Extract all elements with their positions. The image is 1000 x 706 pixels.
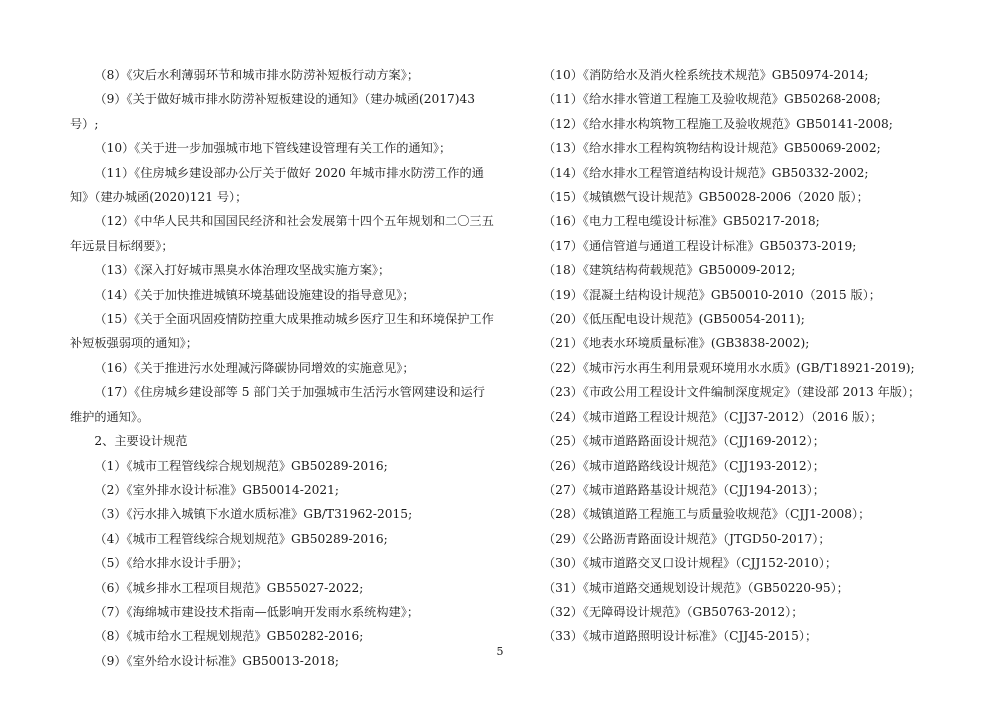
document-paragraph: （6）《城乡排水工程项目规范》GB55027-2022; (94, 580, 364, 595)
document-paragraph: （13）《给水排水工程构筑物结构设计规范》GB50069-2002; (543, 141, 881, 156)
document-paragraph: （2）《室外排水设计标准》GB50014-2021; (94, 482, 339, 497)
document-paragraph: （20）《低压配电设计规范》(GB50054-2011); (543, 312, 805, 327)
document-paragraph: （9）《室外给水设计标准》GB50013-2018; (94, 653, 339, 668)
document-paragraph: （15）《关于全面巩固疫情防控重大成果推动城乡医疗卫生和环境保护工作补短板强弱项的通知》； (70, 312, 494, 351)
left-column (70, 63, 495, 673)
document-paragraph: （5）《给水排水设计手册》； (94, 556, 249, 571)
document-paragraph: （24）《城市道路工程设计规范》（CJJ37-2012）（2016 版）； (543, 409, 883, 424)
document-paragraph: （23）《市政公用工程设计文件编制深度规定》（建设部 2013 年版）； (543, 385, 921, 400)
document-paragraph: （30）《城市道路交叉口设计规程》（CJJ152-2010）； (543, 556, 838, 571)
document-paragraph: （14）《给水排水工程管道结构设计规范》GB50332-2002; (543, 165, 869, 180)
document-paragraph: （28）《城镇道路工程施工与质量验收规范》（CJJ1-2008）； (543, 507, 871, 522)
document-paragraph: （25）《城市道路路面设计规范》（CJJ169-2012）； (543, 434, 825, 449)
document-paragraph: （32）《无障碍设计规范》（GB50763-2012）； (543, 604, 804, 619)
document-paragraph: （16）《关于推进污水处理减污降碳协同增效的实施意见》； (94, 360, 415, 375)
document-paragraph: （22）《城市污水再生利用景观环境用水水质》(GB/T18921-2019); (543, 360, 915, 375)
document-paragraph: （29）《公路沥青路面设计规范》（JTGD50-2017）； (543, 531, 831, 546)
document-paragraph: （3）《污水排入城镇下水道水质标准》GB/T31962-2015; (94, 507, 413, 522)
document-paragraph: （10）《消防给水及消火栓系统技术规范》GB50974-2014; (543, 68, 869, 82)
document-paragraph: （17）《通信管道与通道工程设计标准》GB50373-2019; (543, 238, 857, 253)
document-paragraph: （8）《城市给水工程规划规范》GB50282-2016; (94, 629, 364, 644)
document-paragraph: （12）《给水排水构筑物工程施工及验收规范》GB50141-2008; (543, 116, 893, 131)
document-paragraph: （8）《灾后水利薄弱环节和城市排水防涝补短板行动方案》； (94, 68, 420, 82)
document-paragraph: （14）《关于加快推进城镇环境基础设施建设的指导意见》； (94, 287, 415, 302)
document-paragraph: （12）《中华人民共和国国民经济和社会发展第十四个五年规划和二〇三五年远景目标纲要》； (70, 214, 494, 253)
document-paragraph: （15）《城镇燃气设计规范》GB50028-2006（2020 版）； (543, 190, 869, 205)
document-paragraph: （21）《地表水环境质量标准》(GB3838-2002); (543, 336, 810, 351)
document-paragraph: （11）《给水排水管道工程施工及验收规范》GB50268-2008; (543, 92, 881, 107)
right-column (543, 63, 943, 649)
document-paragraph: （19）《混凝土结构设计规范》GB50010-2010（2015 版）； (543, 287, 881, 302)
document-paragraph: 2、主要设计规范 (94, 434, 188, 449)
document-paragraph: （31）《城市道路交通规划设计规范》（GB50220-95）； (543, 580, 849, 595)
document-paragraph: （26）《城市道路路线设计规范》（CJJ193-2012）； (543, 458, 825, 473)
document-paragraph: （13）《深入打好城市黑臭水体治理攻坚战实施方案》； (94, 263, 391, 278)
document-paragraph: （17）《住房城乡建设部等 5 部门关于加强城市生活污水管网建设和运行维护的通知》。 (70, 385, 485, 424)
document-paragraph: （9）《关于做好城市排水防涝补短板建设的通知》（建办城函(2017)43 号）; (70, 92, 476, 131)
document-paragraph: （4）《城市工程管线综合规划规范》GB50289-2016; (94, 531, 388, 546)
document-paragraph: （1）《城市工程管线综合规划规范》GB50289-2016; (94, 458, 388, 473)
document-paragraph: （11）《住房城乡建设部办公厅关于做好 2020 年城市排水防涝工作的通知》（建办城函(2020)121 号）； (70, 165, 484, 205)
document-paragraph: （27）《城市道路路基设计规范》（CJJ194-2013）； (543, 482, 825, 497)
document-paragraph: （18）《建筑结构荷载规范》GB50009-2012; (543, 263, 796, 278)
document-paragraph: （33）《城市道路照明设计标准》（CJJ45-2015）； (543, 629, 818, 644)
document-paragraph: （7）《海绵城市建设技术指南—低影响开发雨水系统构建》； (94, 604, 420, 619)
page-number: 5 (496, 645, 504, 658)
document-paragraph: （10）《关于进一步加强城市地下管线建设管理有关工作的通知》； (94, 141, 452, 156)
document-paragraph: （16）《电力工程电缆设计标准》GB50217-2018; (543, 214, 820, 229)
